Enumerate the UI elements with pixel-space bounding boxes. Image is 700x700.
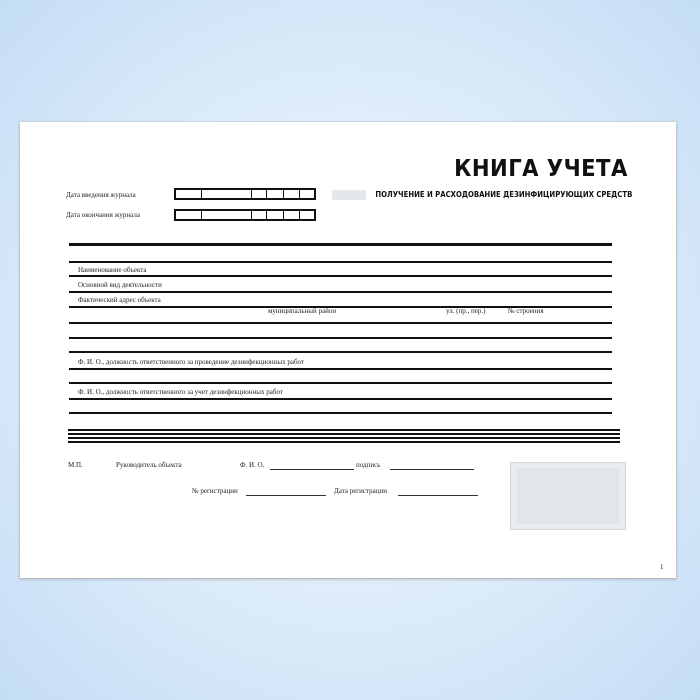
form-top-rule: [69, 243, 612, 246]
start-date-cell: [284, 190, 300, 198]
fio-label: Ф. И. О.: [240, 461, 265, 469]
start-date-cell: [267, 190, 284, 198]
subtitle-gray-swatch: [332, 190, 366, 200]
start-date-label: Дата введения журнала: [66, 191, 136, 199]
responsible-accounting-label: Ф. И. О., должность ответственного за учет дезинфекционных работ: [78, 388, 283, 396]
reg-number-line[interactable]: [246, 495, 326, 496]
head-label: Руководитель объекта: [116, 461, 182, 469]
form-line[interactable]: [69, 351, 612, 353]
end-date-cell: [252, 211, 267, 219]
subtitle-block: [332, 189, 632, 201]
band-stripe: [68, 433, 620, 435]
reg-date-label: Дата регистрации: [334, 487, 388, 495]
start-date-cell: [176, 190, 202, 198]
signature-line[interactable]: [390, 469, 474, 470]
band-stripe: [68, 441, 620, 443]
form-line[interactable]: [69, 322, 612, 324]
reg-date-line[interactable]: [398, 495, 478, 496]
band-stripe: [68, 437, 620, 439]
book-subtitle: ПОЛУЧЕНИЕ И РАСХОДОВАНИЕ ДЕЗИНФИЦИРУЮЩИХ СРЕДСТВ: [375, 190, 632, 199]
band-stripe: [68, 429, 620, 431]
stamp-label: М.П.: [68, 461, 83, 469]
responsible-disinfection-label: Ф. И. О., должность ответственного за проведение дезинфекционных работ: [78, 358, 304, 366]
street-label: ул. (пр., пер.): [446, 307, 486, 315]
book-title: КНИГА УЧЕТА: [454, 156, 628, 182]
end-date-cell: [300, 211, 314, 219]
start-date-cell: [202, 190, 252, 198]
form-line[interactable]: [69, 337, 612, 339]
responsible-disinfection-line[interactable]: [69, 368, 612, 370]
activity-label: Основной вид деятельности: [78, 281, 162, 289]
building-label: № строения: [508, 307, 544, 315]
signature-label: подпись: [356, 461, 381, 469]
district-label: муниципальный район: [268, 307, 337, 315]
fio-line[interactable]: [270, 469, 354, 470]
journal-cover-sheet: [20, 122, 676, 578]
photo-placeholder: [510, 462, 626, 530]
object-name-label: Наименование объекта: [78, 266, 147, 274]
photo-placeholder-inner: [517, 468, 619, 524]
end-date-label: Дата окончания журнала: [66, 211, 140, 219]
form-line[interactable]: [69, 382, 612, 384]
form-line: [69, 261, 612, 263]
page-number: 1: [660, 563, 664, 571]
object-name-line[interactable]: [69, 275, 612, 277]
end-date-boxes[interactable]: [174, 209, 316, 221]
activity-line[interactable]: [69, 291, 612, 293]
end-date-cell: [176, 211, 202, 219]
end-date-cell: [202, 211, 252, 219]
reg-number-label: № регистрации: [192, 487, 238, 495]
start-date-cell: [300, 190, 314, 198]
end-date-cell: [267, 211, 284, 219]
start-date-boxes[interactable]: [174, 188, 316, 200]
end-date-cell: [284, 211, 300, 219]
responsible-accounting-line[interactable]: [69, 398, 612, 400]
form-line[interactable]: [69, 412, 612, 414]
start-date-cell: [252, 190, 267, 198]
address-label: Фактический адрес объекта: [78, 296, 161, 304]
